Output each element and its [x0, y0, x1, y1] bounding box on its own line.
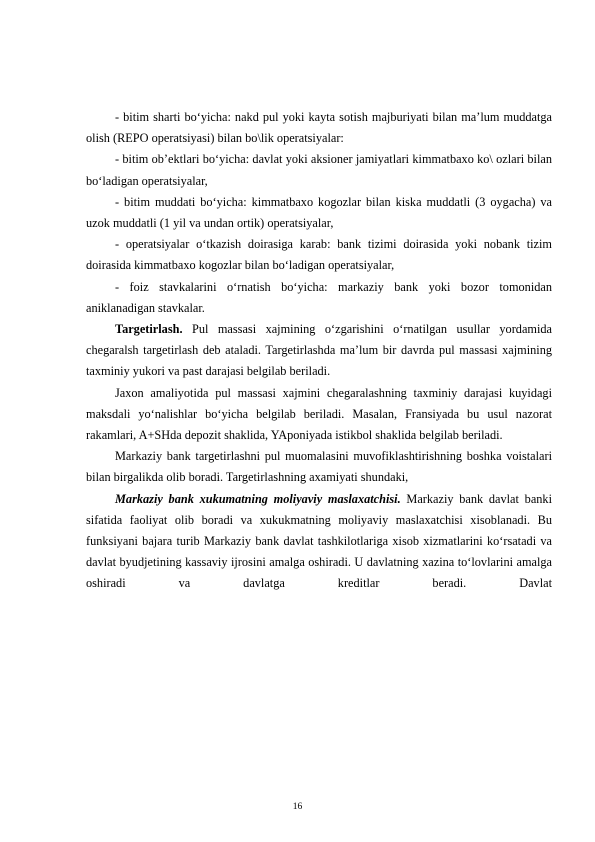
world-practice-paragraph: Jaxon amaliyotida pul massasi xajmini chegaralashning taxminiy darajasi kuyidagi maksdali yo‘nalishlar bo‘yicha belgilab beriladi. Masalan, Fransiyada bu usul nazorat rakamlari, A+SHda depozit shaklida, YAponiyada istikbol shaklida belgilab beriladi. — [86, 385, 552, 443]
page-body — [86, 107, 552, 595]
page-number: 16 — [292, 802, 303, 812]
targeting-text: Pul massasi xajmining o‘zgarishini o‘rnatilgan usullar yordamida chegaralsh targetirlash deb ataladi. Targetirlashda ma’lum bir davrda pul massasi xajmining taxminiy yukori va past darajasi belgilab beriladi. — [86, 322, 552, 379]
bullet-object-operations: - bitim ob’ektlari bo‘yicha: davlat yoki aksioner jamiyatlari kimmatbaxo ko\ ozlari bilan bo‘ladigan operatsiyalar, — [86, 152, 552, 188]
fiscal-agent-text: Markaziy bank davlat banki sifatida faoliyat olib boradi va xukukmatning moliyaviy maslaxatchisi xisoblanadi. Bu funksiyani bajara turib Markaziy bank davlat tashkilotlariga xisob xizmatlarini ko‘rsatadi va davlat byudjetining kassaviy ijrosini amalga oshiradi. U davlatning xazina to‘lovlarini amalga oshiradi va davlatga kreditlar beradi. Davlat — [86, 491, 552, 591]
bullet-term-operations: - bitim muddati bo‘yicha: kimmatbaxo kogozlar bilan kiska muddatli (3 oygacha) va uzok muddatli (1 yil va undan ortik) operatsiyalar, — [86, 194, 552, 231]
central-bank-targeting-paragraph: Markaziy bank targetirlashni pul muomalasini muvofiklashtirishning boshka voistalari bilan birgalikda olib boradi. Targetirlashning axamiyati shundaki, — [86, 449, 552, 485]
targeting-heading: Targetirlash. — [115, 322, 183, 337]
bullet-repo-operations: - bitim sharti bo‘yicha: nakd pul yoki kayta sotish majburiyati bilan ma’lum muddatga olish (REPO operatsiyasi) bilan bo\lik operatsiyalar: — [86, 110, 552, 146]
fiscal-agent-heading: Markaziy bank xukumatning moliyaviy maslaxatchisi. — [115, 491, 401, 506]
bullet-interest-rates: - foiz stavkalarini o‘rnatish bo‘yicha: markaziy bank yoki bozor tomonidan aniklanadigan stavkalar. — [86, 279, 552, 315]
bullet-scope-operations: - operatsiyalar o‘tkazish doirasiga karab: bank tizimi doirasida yoki nobank tizim doirasida kimmatbaxo kogozlar bilan bo‘ladigan operatsiyalar, — [86, 237, 552, 273]
targeting-paragraph — [86, 319, 552, 383]
fiscal-agent-paragraph — [86, 489, 552, 595]
